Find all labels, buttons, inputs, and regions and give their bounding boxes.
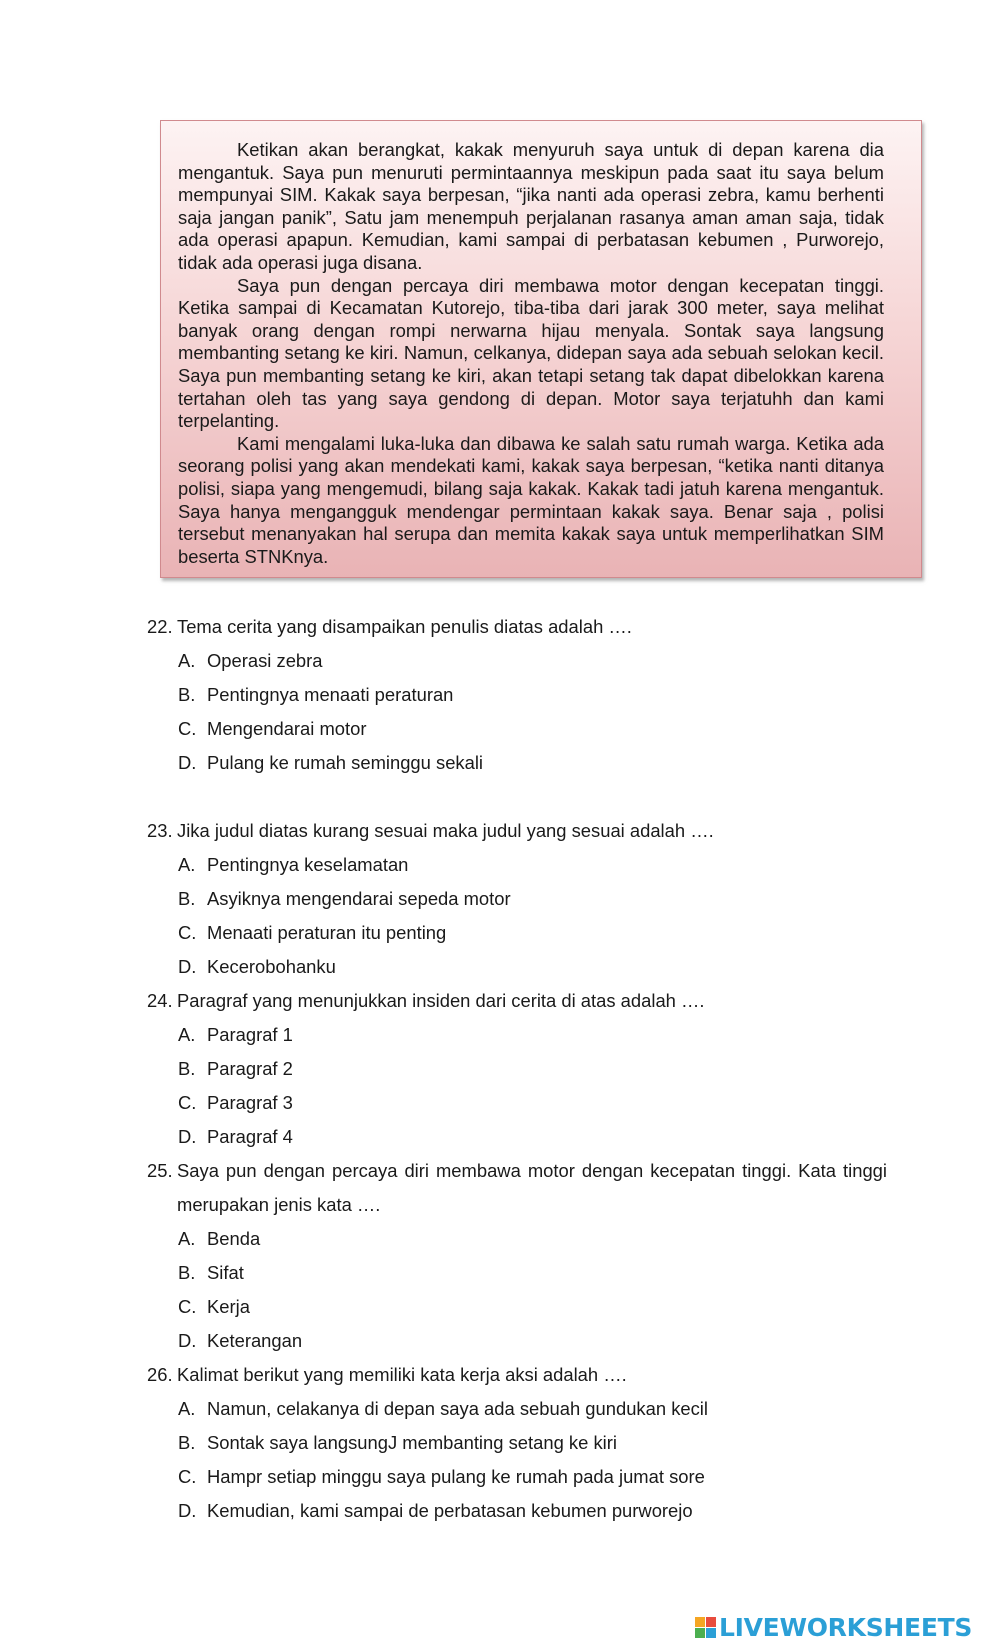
answer-option-b[interactable] — [147, 1256, 887, 1290]
option-letter: B. — [178, 1262, 196, 1283]
option-letter: B. — [178, 684, 196, 705]
answer-option-d[interactable] — [147, 746, 887, 780]
question-text: Kalimat berikut yang memiliki kata kerja aksi adalah …. — [177, 1364, 627, 1385]
question-number: 25. — [147, 1160, 173, 1181]
option-letter: B. — [178, 1058, 196, 1079]
answer-option-b[interactable] — [147, 882, 887, 916]
question-text: Tema cerita yang disampaikan penulis diatas adalah …. — [177, 616, 632, 637]
question-number: 24. — [147, 990, 173, 1011]
question-24 — [147, 984, 887, 1154]
option-letter: D. — [178, 1330, 197, 1351]
logo-square-1 — [695, 1617, 705, 1627]
option-text: Kerja — [207, 1296, 250, 1317]
logo-text: LIVEWORKSHEETS — [719, 1612, 973, 1642]
option-text: Pulang ke rumah seminggu sekali — [207, 752, 484, 773]
answer-option-a[interactable] — [147, 1018, 887, 1052]
answer-option-a[interactable] — [147, 1222, 887, 1256]
answer-option-c[interactable] — [147, 1460, 887, 1494]
question-stem — [147, 984, 887, 1018]
option-text: Hampr setiap minggu saya pulang ke rumah pada jumat sore — [207, 1466, 705, 1487]
passage-paragraph-2: Saya pun dengan percaya diri membawa motor dengan kecepatan tinggi. Ketika sampai di Kecamatan Kutorejo, tiba-tiba dari jarak 300 meter, saya melihat banyak orang dengan rompi nerwarna hijau menyala. Sontak saya langsung membanting setang ke kiri. Namun, celkanya, didepan saya ada sebuah selokan kecil. Saya pun membanting setang ke kiri, akan tetapi setang tak dapat dibelokkan karena tertahan oleh tas yang saya gendong di depan. Motor saya terjatuhh dan kami terpelanting. — [178, 274, 884, 432]
logo-grid-icon — [695, 1617, 716, 1638]
liveworksheets-logo[interactable] — [695, 1610, 972, 1644]
answer-option-a[interactable] — [147, 848, 887, 882]
option-text: Kecerobohanku — [207, 956, 336, 977]
option-text: Paragraf 3 — [207, 1092, 293, 1113]
passage-paragraph-3: Kami mengalami luka-luka dan dibawa ke salah satu rumah warga. Ketika ada seorang polisi yang akan mendekati kami, kakak saya berpesan, “ketika nanti ditanya polisi, siapa yang mengemudi, bilang saja kakak. Kakak tadi jatuh karena mengantuk. Saya hanya mengangguk mendengar permintaan kakak saya. Benar saja , polisi tersebut menanyakan hal serupa dan memita kakak saya untuk memperlihatkan SIM beserta STNKnya. — [178, 432, 884, 567]
option-letter: C. — [178, 1296, 197, 1317]
option-text: Keterangan — [207, 1330, 303, 1351]
option-text: Pentingnya menaati peraturan — [207, 684, 454, 705]
answer-option-a[interactable] — [147, 1392, 887, 1426]
option-letter: A. — [178, 1024, 196, 1045]
option-letter: C. — [178, 922, 197, 943]
option-letter: D. — [178, 1500, 197, 1521]
option-letter: C. — [178, 1092, 197, 1113]
answer-option-d[interactable] — [147, 950, 887, 984]
question-number: 22. — [147, 616, 173, 637]
question-number: 23. — [147, 820, 173, 841]
option-letter: A. — [178, 650, 196, 671]
question-stem — [147, 1154, 887, 1222]
option-letter: C. — [178, 1466, 197, 1487]
option-letter: C. — [178, 718, 197, 739]
option-letter: A. — [178, 1228, 196, 1249]
logo-square-4 — [706, 1628, 716, 1638]
option-text: Pentingnya keselamatan — [207, 854, 409, 875]
answer-option-c[interactable] — [147, 712, 887, 746]
option-text: Paragraf 2 — [207, 1058, 293, 1079]
option-text: Mengendarai motor — [207, 718, 367, 739]
question-25 — [147, 1154, 887, 1358]
answer-option-c[interactable] — [147, 916, 887, 950]
option-letter: D. — [178, 752, 197, 773]
option-text: Paragraf 1 — [207, 1024, 293, 1045]
option-letter: A. — [178, 854, 196, 875]
answer-option-d[interactable] — [147, 1324, 887, 1358]
answer-option-c[interactable] — [147, 1086, 887, 1120]
question-number: 26. — [147, 1364, 173, 1385]
question-26 — [147, 1358, 887, 1528]
logo-square-2 — [706, 1617, 716, 1627]
question-text: Saya pun dengan percaya diri membawa motor dengan kecepatan tinggi. Kata tinggi merupakan jenis kata …. — [177, 1160, 887, 1215]
option-text: Operasi zebra — [207, 650, 323, 671]
answer-option-d[interactable] — [147, 1120, 887, 1154]
question-stem — [147, 610, 887, 644]
question-stem — [147, 814, 887, 848]
question-23 — [147, 814, 887, 984]
option-letter: D. — [178, 956, 197, 977]
question-text: Paragraf yang menunjukkan insiden dari cerita di atas adalah …. — [177, 990, 705, 1011]
story-passage-box — [160, 120, 922, 578]
question-stem — [147, 1358, 887, 1392]
logo-square-3 — [695, 1628, 705, 1638]
option-text: Namun, celakanya di depan saya ada sebuah gundukan kecil — [207, 1398, 708, 1419]
question-22 — [147, 610, 887, 780]
option-text: Kemudian, kami sampai de perbatasan kebumen purworejo — [207, 1500, 693, 1521]
option-letter: A. — [178, 1398, 196, 1419]
passage-paragraph-1: Ketikan akan berangkat, kakak menyuruh saya untuk di depan karena dia mengantuk. Saya pun menuruti permintaannya meskipun pada saat itu saya belum mempunyai SIM. Kakak saya berpesan, “jika nanti ada operasi zebra, kamu berhenti saja jangan panik”, Satu jam menempuh perjalanan rasanya aman aman saja, tidak ada operasi apapun. Kemudian, kami sampai di perbatasan kebumen , Purworejo, tidak ada operasi juga disana. — [178, 139, 884, 273]
answer-option-b[interactable] — [147, 678, 887, 712]
option-text: Sifat — [207, 1262, 244, 1283]
option-letter: D. — [178, 1126, 197, 1147]
option-text: Menaati peraturan itu penting — [207, 922, 447, 943]
question-text: Jika judul diatas kurang sesuai maka judul yang sesuai adalah …. — [177, 820, 714, 841]
option-text: Sontak saya langsungJ membanting setang ke kiri — [207, 1432, 617, 1453]
answer-option-d[interactable] — [147, 1494, 887, 1528]
answer-option-c[interactable] — [147, 1290, 887, 1324]
option-text: Asyiknya mengendarai sepeda motor — [207, 888, 511, 909]
answer-option-b[interactable] — [147, 1426, 887, 1460]
answer-option-a[interactable] — [147, 644, 887, 678]
option-text: Paragraf 4 — [207, 1126, 293, 1147]
question-list — [147, 610, 887, 1528]
option-text: Benda — [207, 1228, 261, 1249]
option-letter: B. — [178, 888, 196, 909]
answer-option-b[interactable] — [147, 1052, 887, 1086]
option-letter: B. — [178, 1432, 196, 1453]
spacer — [147, 780, 887, 814]
